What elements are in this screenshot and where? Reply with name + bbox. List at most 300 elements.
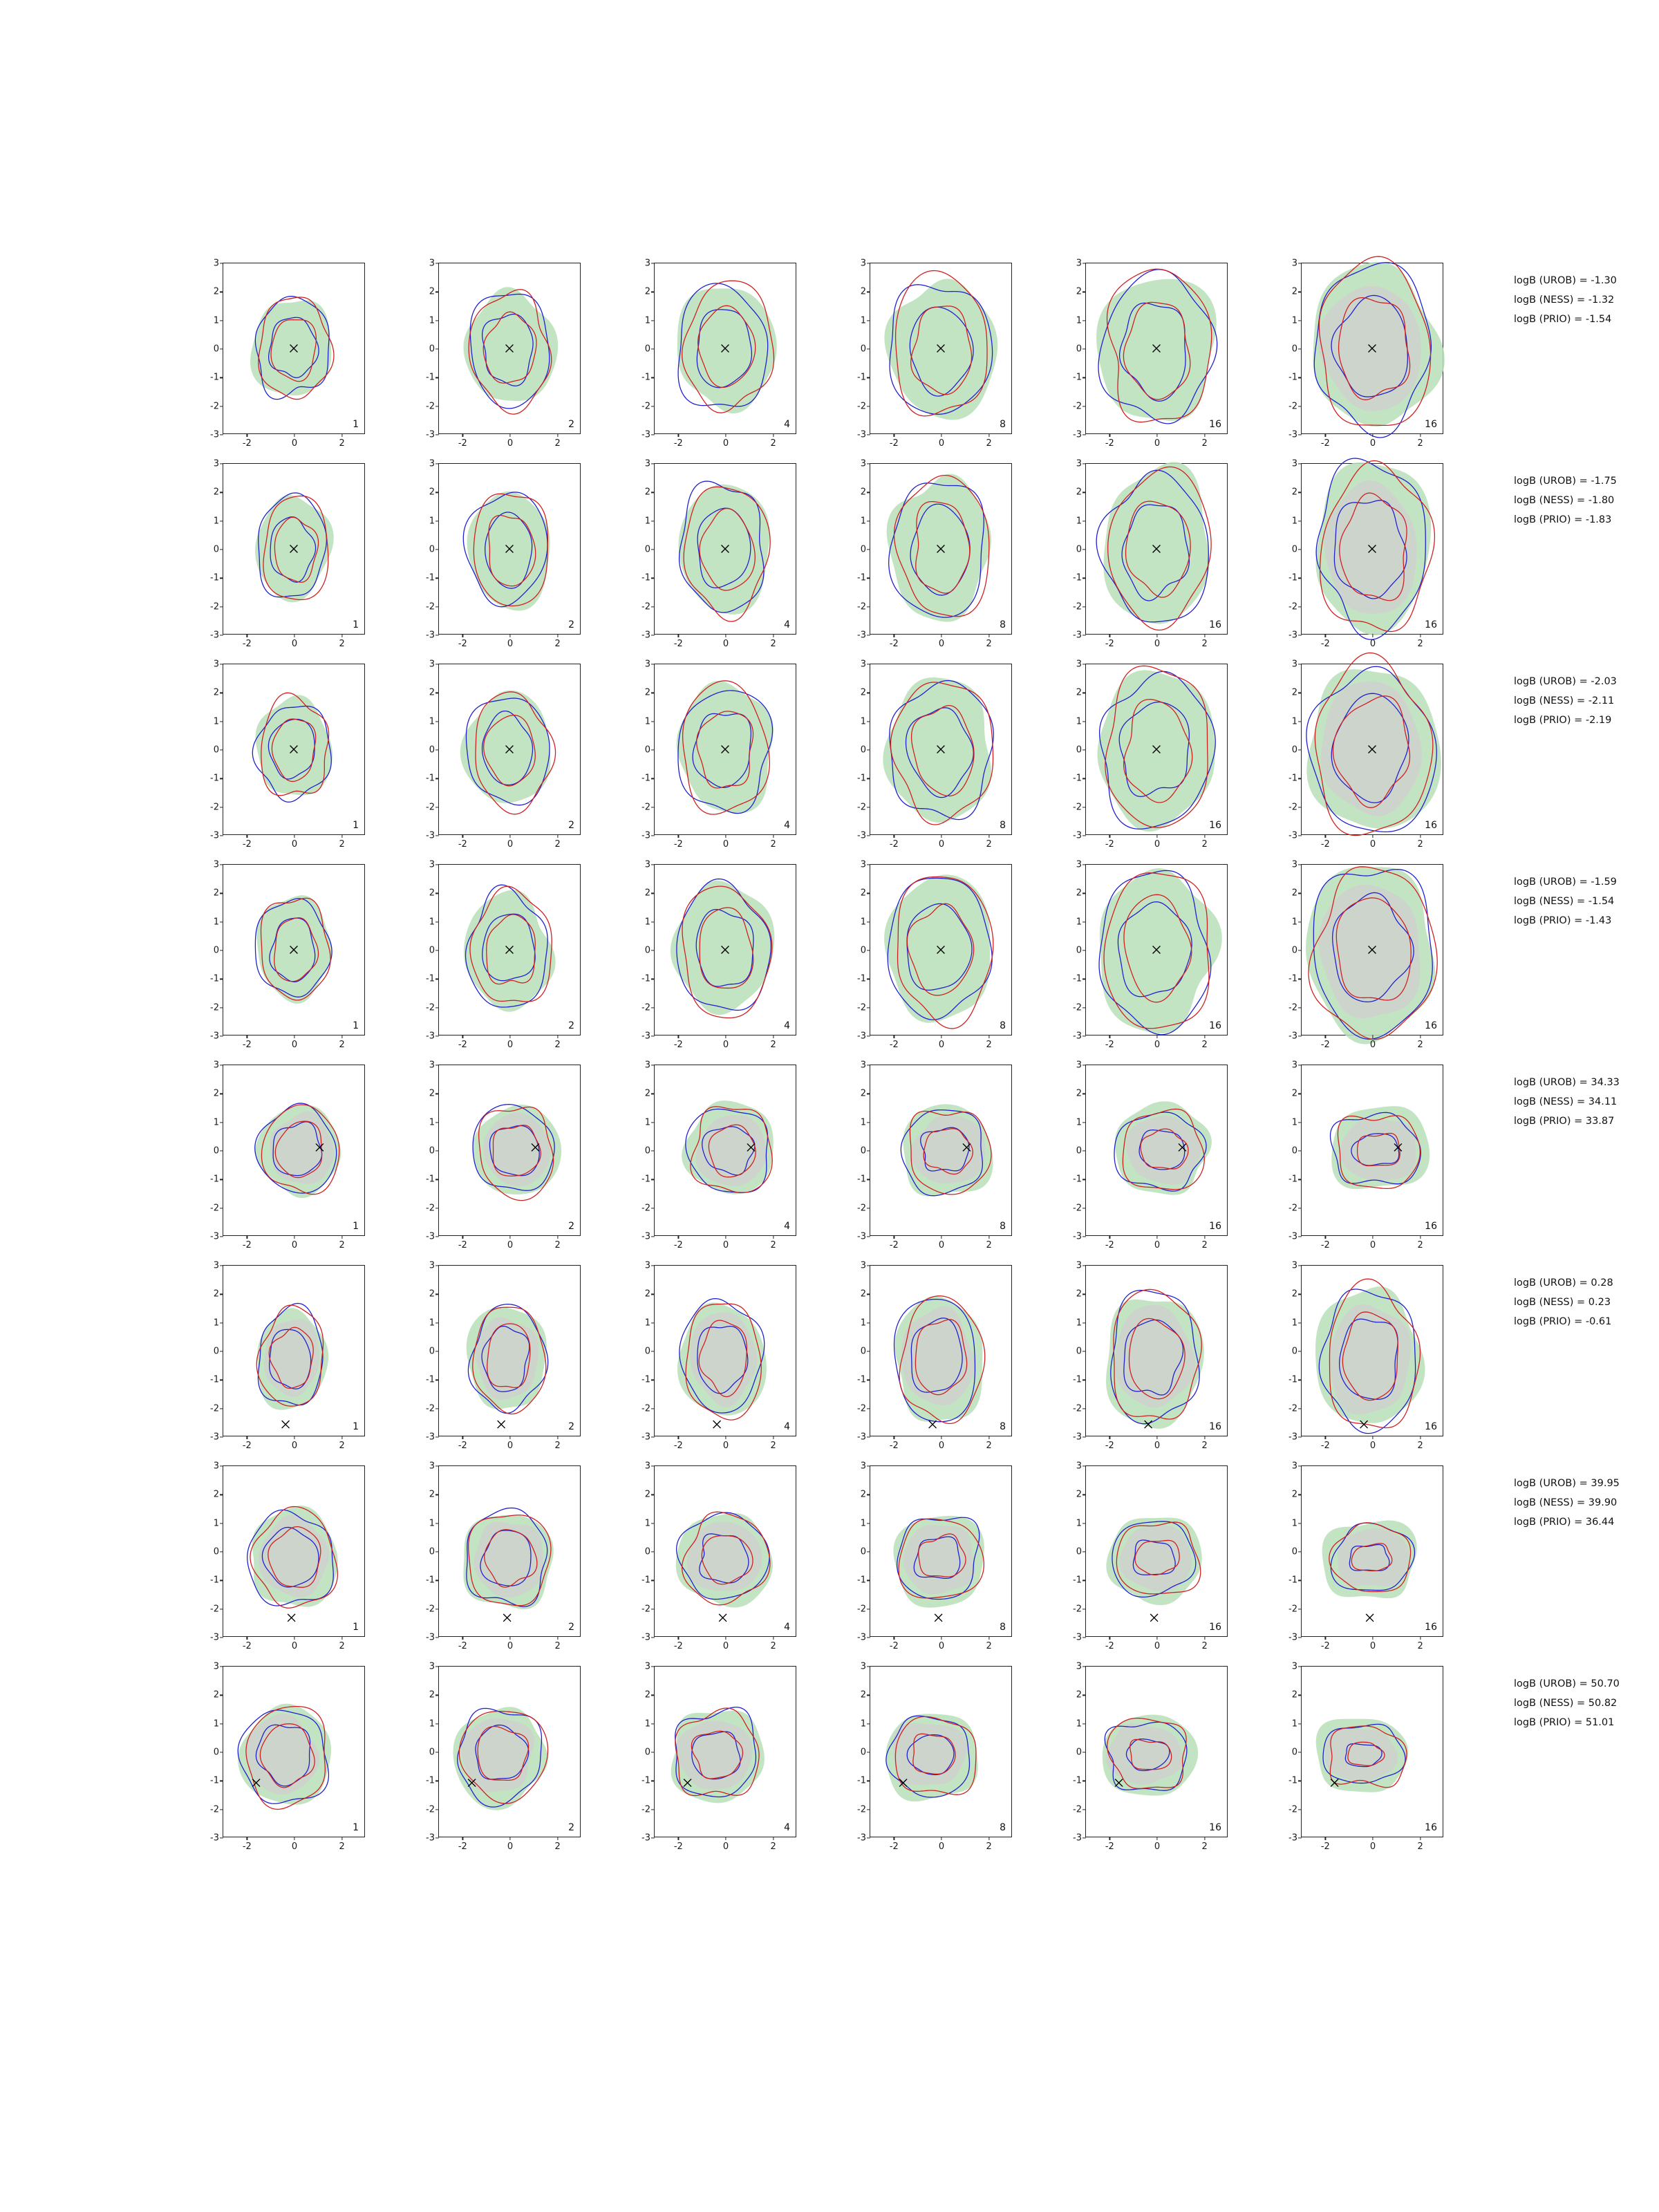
x-tick-label: -2 bbox=[1320, 639, 1330, 649]
x-tick-label: -2 bbox=[458, 839, 467, 850]
y-tick-mark bbox=[867, 1465, 870, 1466]
logb-annotation-line: logB (UROB) = 0.28 bbox=[1514, 1277, 1613, 1288]
y-tick-label: -3 bbox=[210, 1632, 219, 1643]
x-tick-label: -2 bbox=[673, 438, 683, 449]
y-tick-mark bbox=[220, 1809, 223, 1810]
panel-plot-area bbox=[223, 464, 364, 634]
y-tick-label: 0 bbox=[1291, 945, 1297, 956]
y-tick-label: -3 bbox=[1288, 830, 1297, 841]
y-tick-label: -2 bbox=[857, 1604, 866, 1615]
x-tick-label: -2 bbox=[242, 1841, 252, 1852]
x-tick-label: -2 bbox=[458, 438, 467, 449]
x-tick-label: -2 bbox=[242, 1441, 252, 1451]
y-tick-label: 3 bbox=[1291, 1461, 1297, 1472]
x-tick-label: -2 bbox=[242, 839, 252, 850]
panel-plot-area bbox=[870, 664, 1011, 834]
y-tick-label: -3 bbox=[857, 830, 866, 841]
y-tick-label: 2 bbox=[1291, 487, 1297, 498]
y-tick-mark bbox=[867, 1494, 870, 1495]
panel-axes bbox=[426, 659, 581, 850]
y-tick-label: 3 bbox=[213, 859, 219, 870]
posterior-fill-green bbox=[256, 695, 332, 795]
y-tick-mark bbox=[220, 921, 223, 922]
y-tick-label: 1 bbox=[860, 1518, 866, 1529]
y-tick-label: 1 bbox=[1291, 716, 1297, 727]
y-tick-label: 0 bbox=[1291, 1346, 1297, 1357]
panel-plot-area bbox=[439, 1065, 580, 1235]
y-tick-label: -2 bbox=[210, 1403, 219, 1414]
panel-corner-label: 2 bbox=[568, 619, 574, 630]
y-tick-label: -2 bbox=[857, 1002, 866, 1013]
panel-corner-label: 16 bbox=[1425, 419, 1437, 430]
x-tick-mark bbox=[462, 433, 463, 437]
y-tick-label: -2 bbox=[641, 1804, 650, 1815]
y-tick-mark bbox=[435, 1322, 439, 1323]
y-tick-label: 3 bbox=[213, 1661, 219, 1672]
y-tick-label: -2 bbox=[857, 802, 866, 813]
panel-corner-label: 8 bbox=[1000, 820, 1006, 831]
panel-axes bbox=[210, 659, 365, 850]
y-tick-mark bbox=[651, 893, 655, 894]
chart-panel[interactable] bbox=[1272, 256, 1460, 449]
y-tick-label: -3 bbox=[426, 630, 435, 641]
panel-corner-label: 4 bbox=[784, 1221, 790, 1232]
y-tick-mark bbox=[1082, 1666, 1086, 1667]
y-tick-mark bbox=[1298, 1150, 1302, 1151]
y-tick-mark bbox=[1298, 1236, 1302, 1237]
y-tick-label: 0 bbox=[1076, 744, 1082, 756]
chart-panel[interactable] bbox=[1056, 1258, 1244, 1451]
y-tick-label: 0 bbox=[213, 544, 219, 555]
truth-marker-x bbox=[713, 1421, 721, 1428]
y-tick-label: -3 bbox=[641, 1031, 650, 1042]
y-tick-label: 0 bbox=[860, 1145, 866, 1156]
x-tick-label: 0 bbox=[1154, 1040, 1161, 1050]
x-tick-label: 2 bbox=[986, 1040, 992, 1050]
x-tick-mark bbox=[988, 433, 989, 437]
x-tick-label: 0 bbox=[938, 839, 945, 850]
logb-annotation-line: logB (UROB) = -2.03 bbox=[1514, 676, 1617, 687]
y-tick-label: 0 bbox=[1076, 1747, 1082, 1758]
panel-plot-area bbox=[223, 865, 364, 1035]
y-tick-label: -3 bbox=[1073, 630, 1082, 641]
chart-panel[interactable] bbox=[409, 857, 597, 1050]
posterior-fill-grey bbox=[1338, 1528, 1409, 1586]
chart-panel[interactable] bbox=[194, 456, 382, 649]
y-tick-mark bbox=[1082, 893, 1086, 894]
panel-plot-area bbox=[1086, 1667, 1227, 1837]
y-tick-label: 0 bbox=[213, 1346, 219, 1357]
x-tick-label: 0 bbox=[507, 1441, 514, 1451]
y-tick-mark bbox=[435, 1666, 439, 1667]
y-tick-mark bbox=[220, 1637, 223, 1638]
y-tick-mark bbox=[651, 348, 655, 349]
panel-corner-label: 1 bbox=[353, 1622, 359, 1633]
y-tick-label: -2 bbox=[426, 401, 435, 412]
x-tick-label: -2 bbox=[1105, 1641, 1114, 1651]
chart-panel[interactable] bbox=[194, 857, 382, 1050]
y-tick-mark bbox=[867, 835, 870, 836]
y-tick-mark bbox=[867, 463, 870, 464]
chart-panel[interactable] bbox=[194, 657, 382, 850]
panel-corner-label: 8 bbox=[1000, 419, 1006, 430]
y-tick-label: 3 bbox=[429, 1461, 435, 1472]
chart-panel[interactable] bbox=[1272, 1258, 1460, 1451]
y-tick-label: -3 bbox=[210, 1833, 219, 1844]
y-tick-label: 2 bbox=[1291, 1088, 1297, 1099]
y-tick-label: -1 bbox=[1288, 1775, 1297, 1786]
chart-panel[interactable] bbox=[625, 256, 813, 449]
y-tick-label: -1 bbox=[1073, 1174, 1082, 1185]
x-tick-mark bbox=[462, 1436, 463, 1439]
y-tick-mark bbox=[867, 1666, 870, 1667]
y-tick-mark bbox=[435, 749, 439, 750]
y-tick-mark bbox=[867, 1294, 870, 1295]
chart-panel[interactable] bbox=[409, 456, 597, 649]
x-tick-label: 0 bbox=[291, 639, 298, 649]
y-tick-label: -3 bbox=[426, 1231, 435, 1242]
y-tick-mark bbox=[435, 1695, 439, 1696]
panel-plot-area bbox=[870, 1667, 1011, 1837]
y-tick-mark bbox=[1298, 1007, 1302, 1008]
chart-panel[interactable] bbox=[409, 657, 597, 850]
y-tick-mark bbox=[867, 1007, 870, 1008]
chart-panel[interactable] bbox=[841, 1659, 1029, 1852]
panel-corner-label: 16 bbox=[1425, 1421, 1437, 1432]
x-tick-mark bbox=[462, 1837, 463, 1840]
y-tick-mark bbox=[1298, 1580, 1302, 1581]
y-tick-mark bbox=[220, 1523, 223, 1524]
y-tick-label: -3 bbox=[641, 1231, 650, 1242]
chart-panel[interactable] bbox=[1056, 256, 1244, 449]
chart-panel[interactable] bbox=[1056, 456, 1244, 649]
x-tick-mark bbox=[725, 834, 726, 838]
y-tick-mark bbox=[220, 1465, 223, 1466]
x-tick-label: -2 bbox=[242, 438, 252, 449]
y-tick-label: -2 bbox=[210, 1804, 219, 1815]
chart-panel[interactable] bbox=[1272, 857, 1460, 1050]
y-tick-label: -3 bbox=[1288, 429, 1297, 440]
panel-corner-label: 4 bbox=[784, 419, 790, 430]
x-tick-mark bbox=[725, 634, 726, 637]
x-tick-label: -2 bbox=[673, 1040, 683, 1050]
y-tick-mark bbox=[867, 721, 870, 722]
chart-panel[interactable] bbox=[841, 256, 1029, 449]
x-tick-label: 0 bbox=[507, 438, 514, 449]
chart-panel[interactable] bbox=[194, 256, 382, 449]
x-tick-label: 0 bbox=[507, 639, 514, 649]
y-tick-label: -3 bbox=[210, 630, 219, 641]
x-tick-label: -2 bbox=[242, 1040, 252, 1050]
x-tick-mark bbox=[1420, 1837, 1421, 1840]
y-tick-mark bbox=[220, 492, 223, 493]
panel-corner-label: 8 bbox=[1000, 1221, 1006, 1232]
logb-annotation-line: logB (NESS) = -1.80 bbox=[1514, 495, 1615, 506]
x-tick-label: 2 bbox=[770, 839, 776, 850]
x-tick-mark bbox=[462, 1235, 463, 1239]
chart-panel[interactable] bbox=[841, 1058, 1029, 1250]
y-tick-label: 3 bbox=[860, 659, 866, 670]
y-tick-mark bbox=[1298, 979, 1302, 980]
x-tick-label: -2 bbox=[1105, 1841, 1114, 1852]
x-tick-mark bbox=[988, 1636, 989, 1640]
y-tick-label: -3 bbox=[1288, 1432, 1297, 1443]
y-tick-label: 3 bbox=[860, 1260, 866, 1271]
y-tick-label: 3 bbox=[1291, 659, 1297, 670]
x-tick-mark bbox=[557, 1235, 558, 1239]
panel-axes bbox=[641, 458, 796, 649]
x-tick-mark bbox=[773, 1436, 774, 1439]
panel-axes bbox=[210, 1060, 365, 1250]
y-tick-mark bbox=[220, 835, 223, 836]
chart-panel[interactable] bbox=[409, 1459, 597, 1651]
chart-panel[interactable] bbox=[841, 657, 1029, 850]
y-tick-label: -2 bbox=[210, 401, 219, 412]
y-tick-label: -2 bbox=[857, 1403, 866, 1414]
y-tick-label: -2 bbox=[1073, 802, 1082, 813]
y-tick-mark bbox=[1298, 1837, 1302, 1838]
x-tick-label: 2 bbox=[770, 1841, 776, 1852]
chart-panel[interactable] bbox=[841, 456, 1029, 649]
logb-annotation-line: logB (UROB) = 39.95 bbox=[1514, 1478, 1620, 1489]
y-tick-label: 2 bbox=[860, 1689, 866, 1700]
x-tick-mark bbox=[725, 1235, 726, 1239]
chart-panel[interactable] bbox=[1056, 1459, 1244, 1651]
y-tick-mark bbox=[1082, 1580, 1086, 1581]
y-tick-label: -2 bbox=[1073, 1604, 1082, 1615]
logb-annotation-line: logB (NESS) = 50.82 bbox=[1514, 1698, 1618, 1709]
chart-panel[interactable] bbox=[1272, 1459, 1460, 1651]
x-tick-label: 0 bbox=[1154, 1841, 1161, 1852]
x-tick-mark bbox=[462, 834, 463, 838]
x-tick-label: 0 bbox=[722, 438, 729, 449]
y-tick-mark bbox=[1298, 1637, 1302, 1638]
y-tick-label: -2 bbox=[641, 1002, 650, 1013]
panel-axes bbox=[641, 1461, 796, 1651]
panel-corner-label: 8 bbox=[1000, 1421, 1006, 1432]
y-tick-label: 1 bbox=[1076, 917, 1082, 928]
y-tick-label: -1 bbox=[1288, 372, 1297, 383]
x-tick-label: -2 bbox=[1320, 438, 1330, 449]
chart-panel[interactable] bbox=[625, 1459, 813, 1651]
y-tick-label: 2 bbox=[1076, 487, 1082, 498]
chart-panel[interactable] bbox=[625, 657, 813, 850]
y-tick-label: -3 bbox=[857, 1432, 866, 1443]
y-tick-label: 2 bbox=[1076, 1489, 1082, 1500]
x-tick-mark bbox=[1156, 1436, 1157, 1439]
y-tick-mark bbox=[651, 1580, 655, 1581]
chart-panel[interactable] bbox=[194, 1459, 382, 1651]
chart-panel[interactable] bbox=[409, 256, 597, 449]
y-tick-label: -1 bbox=[210, 1374, 219, 1385]
chart-panel[interactable] bbox=[625, 1258, 813, 1451]
chart-panel[interactable] bbox=[625, 1659, 813, 1852]
x-tick-mark bbox=[678, 1837, 679, 1840]
panel-corner-label: 1 bbox=[353, 1020, 359, 1031]
x-tick-mark bbox=[1372, 1235, 1373, 1239]
y-tick-mark bbox=[220, 1580, 223, 1581]
chart-panel[interactable] bbox=[841, 1258, 1029, 1451]
y-tick-label: -3 bbox=[1288, 1031, 1297, 1042]
panel-corner-label: 2 bbox=[568, 1020, 574, 1031]
y-tick-mark bbox=[1298, 1809, 1302, 1810]
y-tick-label: 1 bbox=[644, 315, 650, 326]
logb-annotation-line: logB (PRIO) = -0.61 bbox=[1514, 1316, 1612, 1327]
chart-panel[interactable] bbox=[1056, 857, 1244, 1050]
x-tick-mark bbox=[509, 433, 510, 437]
panel-plot-area bbox=[223, 1065, 364, 1235]
x-tick-label: -2 bbox=[458, 1441, 467, 1451]
y-tick-label: -2 bbox=[426, 1403, 435, 1414]
panel-corner-label: 1 bbox=[353, 1822, 359, 1833]
x-tick-mark bbox=[557, 1035, 558, 1038]
chart-panel[interactable] bbox=[841, 1459, 1029, 1651]
chart-panel[interactable] bbox=[1272, 1058, 1460, 1250]
x-tick-label: 2 bbox=[986, 438, 992, 449]
y-tick-mark bbox=[1298, 578, 1302, 579]
y-tick-label: -3 bbox=[857, 630, 866, 641]
y-tick-label: 1 bbox=[1291, 1518, 1297, 1529]
y-tick-mark bbox=[867, 1580, 870, 1581]
y-tick-mark bbox=[867, 1723, 870, 1724]
y-tick-label: 2 bbox=[644, 888, 650, 899]
x-tick-mark bbox=[1109, 433, 1110, 437]
y-tick-label: -1 bbox=[1288, 572, 1297, 583]
y-tick-label: 1 bbox=[1076, 1518, 1082, 1529]
y-tick-label: 2 bbox=[1076, 286, 1082, 297]
y-tick-mark bbox=[1082, 463, 1086, 464]
y-tick-label: 3 bbox=[644, 1461, 650, 1472]
truth-marker-x bbox=[1366, 1614, 1374, 1622]
y-tick-label: -1 bbox=[1073, 572, 1082, 583]
x-tick-mark bbox=[678, 634, 679, 637]
x-tick-label: -2 bbox=[1320, 839, 1330, 850]
chart-panel[interactable] bbox=[1272, 657, 1460, 850]
y-tick-label: 0 bbox=[429, 1546, 435, 1557]
y-tick-mark bbox=[1298, 1294, 1302, 1295]
y-tick-label: 0 bbox=[213, 1145, 219, 1156]
y-tick-label: 1 bbox=[1291, 1117, 1297, 1128]
y-tick-label: 1 bbox=[1076, 315, 1082, 326]
y-tick-mark bbox=[651, 463, 655, 464]
x-tick-mark bbox=[1109, 1837, 1110, 1840]
x-tick-mark bbox=[341, 1436, 342, 1439]
chart-panel[interactable] bbox=[194, 1258, 382, 1451]
y-tick-label: 2 bbox=[429, 286, 435, 297]
y-tick-label: -3 bbox=[1288, 1231, 1297, 1242]
x-tick-label: 0 bbox=[1154, 438, 1161, 449]
chart-panel[interactable] bbox=[1272, 1659, 1460, 1852]
panel-axes bbox=[857, 258, 1012, 449]
y-tick-label: -3 bbox=[1073, 830, 1082, 841]
y-tick-mark bbox=[651, 1408, 655, 1409]
y-tick-label: 0 bbox=[1291, 544, 1297, 555]
x-tick-mark bbox=[557, 1436, 558, 1439]
panel-plot-area bbox=[870, 1266, 1011, 1436]
logb-annotation-line: logB (PRIO) = -1.54 bbox=[1514, 314, 1612, 325]
panel-corner-label: 16 bbox=[1425, 1822, 1437, 1833]
chart-panel[interactable] bbox=[1056, 1058, 1244, 1250]
chart-panel[interactable] bbox=[194, 1659, 382, 1852]
y-tick-label: 1 bbox=[860, 1318, 866, 1329]
y-tick-mark bbox=[651, 1551, 655, 1552]
truth-marker-x bbox=[719, 1614, 727, 1622]
y-tick-label: 1 bbox=[213, 315, 219, 326]
chart-panel[interactable] bbox=[409, 1659, 597, 1852]
chart-panel[interactable] bbox=[625, 1058, 813, 1250]
y-tick-mark bbox=[867, 1236, 870, 1237]
y-tick-mark bbox=[435, 549, 439, 550]
x-tick-mark bbox=[725, 1035, 726, 1038]
logb-annotation-group bbox=[1514, 271, 1617, 329]
panel-axes bbox=[210, 258, 365, 449]
y-tick-label: 2 bbox=[213, 1088, 219, 1099]
chart-panel[interactable] bbox=[625, 857, 813, 1050]
y-tick-label: -2 bbox=[426, 802, 435, 813]
x-tick-mark bbox=[1420, 1035, 1421, 1038]
chart-panel[interactable] bbox=[409, 1258, 597, 1451]
x-tick-mark bbox=[678, 433, 679, 437]
x-tick-mark bbox=[341, 1035, 342, 1038]
y-tick-label: 1 bbox=[644, 1117, 650, 1128]
chart-panel[interactable] bbox=[625, 456, 813, 649]
chart-panel[interactable] bbox=[194, 1058, 382, 1250]
y-tick-mark bbox=[220, 606, 223, 607]
chart-panel[interactable] bbox=[409, 1058, 597, 1250]
y-tick-mark bbox=[1082, 1007, 1086, 1008]
chart-panel[interactable] bbox=[1056, 657, 1244, 850]
x-tick-mark bbox=[773, 834, 774, 838]
y-tick-label: 2 bbox=[213, 1489, 219, 1500]
y-tick-label: -1 bbox=[1288, 1174, 1297, 1185]
chart-panel[interactable] bbox=[1272, 456, 1460, 649]
x-tick-mark bbox=[1109, 634, 1110, 637]
y-tick-mark bbox=[220, 1122, 223, 1123]
logb-annotation-group bbox=[1514, 1073, 1620, 1131]
logb-annotation-line: logB (PRIO) = -2.19 bbox=[1514, 715, 1612, 726]
y-tick-label: -1 bbox=[641, 773, 650, 784]
y-tick-label: 0 bbox=[860, 344, 866, 355]
truth-marker-x bbox=[935, 1614, 942, 1622]
y-tick-label: 1 bbox=[860, 1117, 866, 1128]
x-tick-label: -2 bbox=[1105, 1240, 1114, 1250]
panel-axes bbox=[426, 1661, 581, 1852]
panel-axes bbox=[1073, 258, 1228, 449]
chart-panel[interactable] bbox=[841, 857, 1029, 1050]
x-tick-mark bbox=[1156, 1837, 1157, 1840]
x-tick-mark bbox=[1420, 1235, 1421, 1239]
panel-corner-label: 16 bbox=[1209, 1822, 1221, 1833]
y-tick-label: 0 bbox=[1291, 344, 1297, 355]
y-tick-mark bbox=[651, 1179, 655, 1180]
y-tick-label: 2 bbox=[860, 1288, 866, 1300]
chart-panel[interactable] bbox=[1056, 1659, 1244, 1852]
y-tick-mark bbox=[867, 434, 870, 435]
panel-axes bbox=[426, 458, 581, 649]
y-tick-mark bbox=[435, 1294, 439, 1295]
y-tick-label: -2 bbox=[210, 601, 219, 612]
y-tick-label: 2 bbox=[429, 1489, 435, 1500]
y-tick-mark bbox=[1298, 749, 1302, 750]
x-tick-label: -2 bbox=[673, 1441, 683, 1451]
y-tick-mark bbox=[435, 778, 439, 779]
y-tick-label: 1 bbox=[429, 1718, 435, 1730]
y-tick-label: 3 bbox=[1076, 1260, 1082, 1271]
y-tick-label: 0 bbox=[1291, 1145, 1297, 1156]
y-tick-label: 0 bbox=[1076, 1346, 1082, 1357]
y-tick-label: -1 bbox=[210, 773, 219, 784]
y-tick-mark bbox=[220, 893, 223, 894]
